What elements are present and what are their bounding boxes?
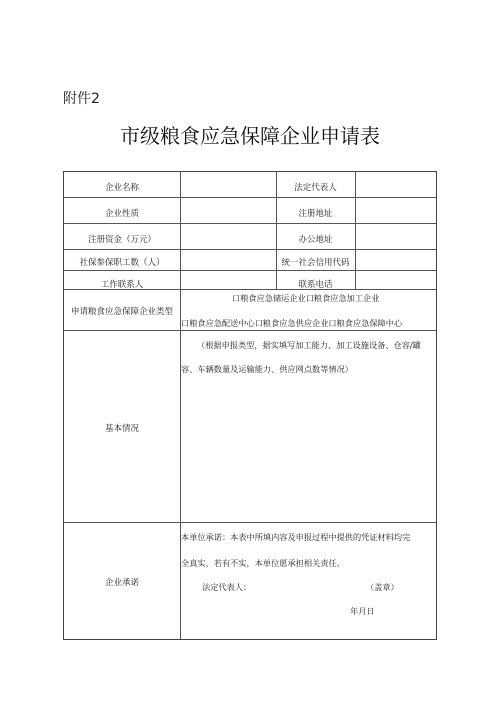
employees-field[interactable] <box>181 250 275 269</box>
basic-info-note-line1: （根据申报类型，据实填写加工能力、加工设施设备、仓容/罐 <box>197 340 421 350</box>
label-reg-capital: 注册资金（万元） <box>87 235 156 245</box>
credit-code-field[interactable] <box>356 250 436 269</box>
label-reg-address: 注册地址 <box>298 209 333 219</box>
label-company-name: 企业名称 <box>104 183 139 193</box>
legal-rep-field[interactable] <box>356 173 436 197</box>
label-apply-type: 申请粮食应急保障企业类型 <box>70 307 173 317</box>
date-label: 年月日 <box>350 606 375 616</box>
contact-phone-field[interactable] <box>356 271 436 288</box>
reg-address-field[interactable] <box>356 198 436 222</box>
contact-person-field[interactable] <box>181 271 275 288</box>
company-name-field[interactable] <box>181 173 275 197</box>
label-company-nature: 企业性质 <box>104 209 139 219</box>
company-nature-field[interactable] <box>181 198 275 222</box>
basic-info-note-line2: 容、车辆数量及运输能力、供应网点数等情况） <box>181 364 353 374</box>
label-basic-info: 基本情况 <box>104 424 139 434</box>
label-employees: 社保参保职工数（人） <box>79 258 165 268</box>
label-office-address: 办公地址 <box>298 235 333 245</box>
reg-capital-field[interactable] <box>181 224 275 248</box>
apply-type-options-line1[interactable]: 口粮食应急储运企业口粮食应急加工企业 <box>232 293 380 303</box>
commitment-line1: 本单位承诺：本表中所填内容及申报过程中提供的凭证材料均完 <box>181 532 411 542</box>
attachment-label: 附件2 <box>63 91 100 107</box>
legal-rep-signature-label: 法定代表人： <box>202 582 252 592</box>
application-form-table <box>63 171 437 640</box>
label-contact-phone: 联系电话 <box>298 280 333 290</box>
basic-info-field[interactable] <box>181 377 436 521</box>
apply-type-options-line2[interactable]: 口粮食应急配送中心口粮食应急供应企业口粮食应急保障中心 <box>181 318 403 328</box>
label-legal-rep: 法定代表人 <box>294 183 337 193</box>
label-credit-code: 统一社会信用代码 <box>281 258 350 268</box>
form-title: 市级粮食应急保障企业申请表 <box>120 124 380 148</box>
seal-label: （盖章） <box>366 582 399 592</box>
commitment-line2: 全真实，若有不实，本单位愿承担相关责任。 <box>181 558 345 568</box>
label-contact-person: 工作联系人 <box>100 280 144 290</box>
label-commitment: 企业承诺 <box>104 578 139 588</box>
office-address-field[interactable] <box>356 224 436 248</box>
